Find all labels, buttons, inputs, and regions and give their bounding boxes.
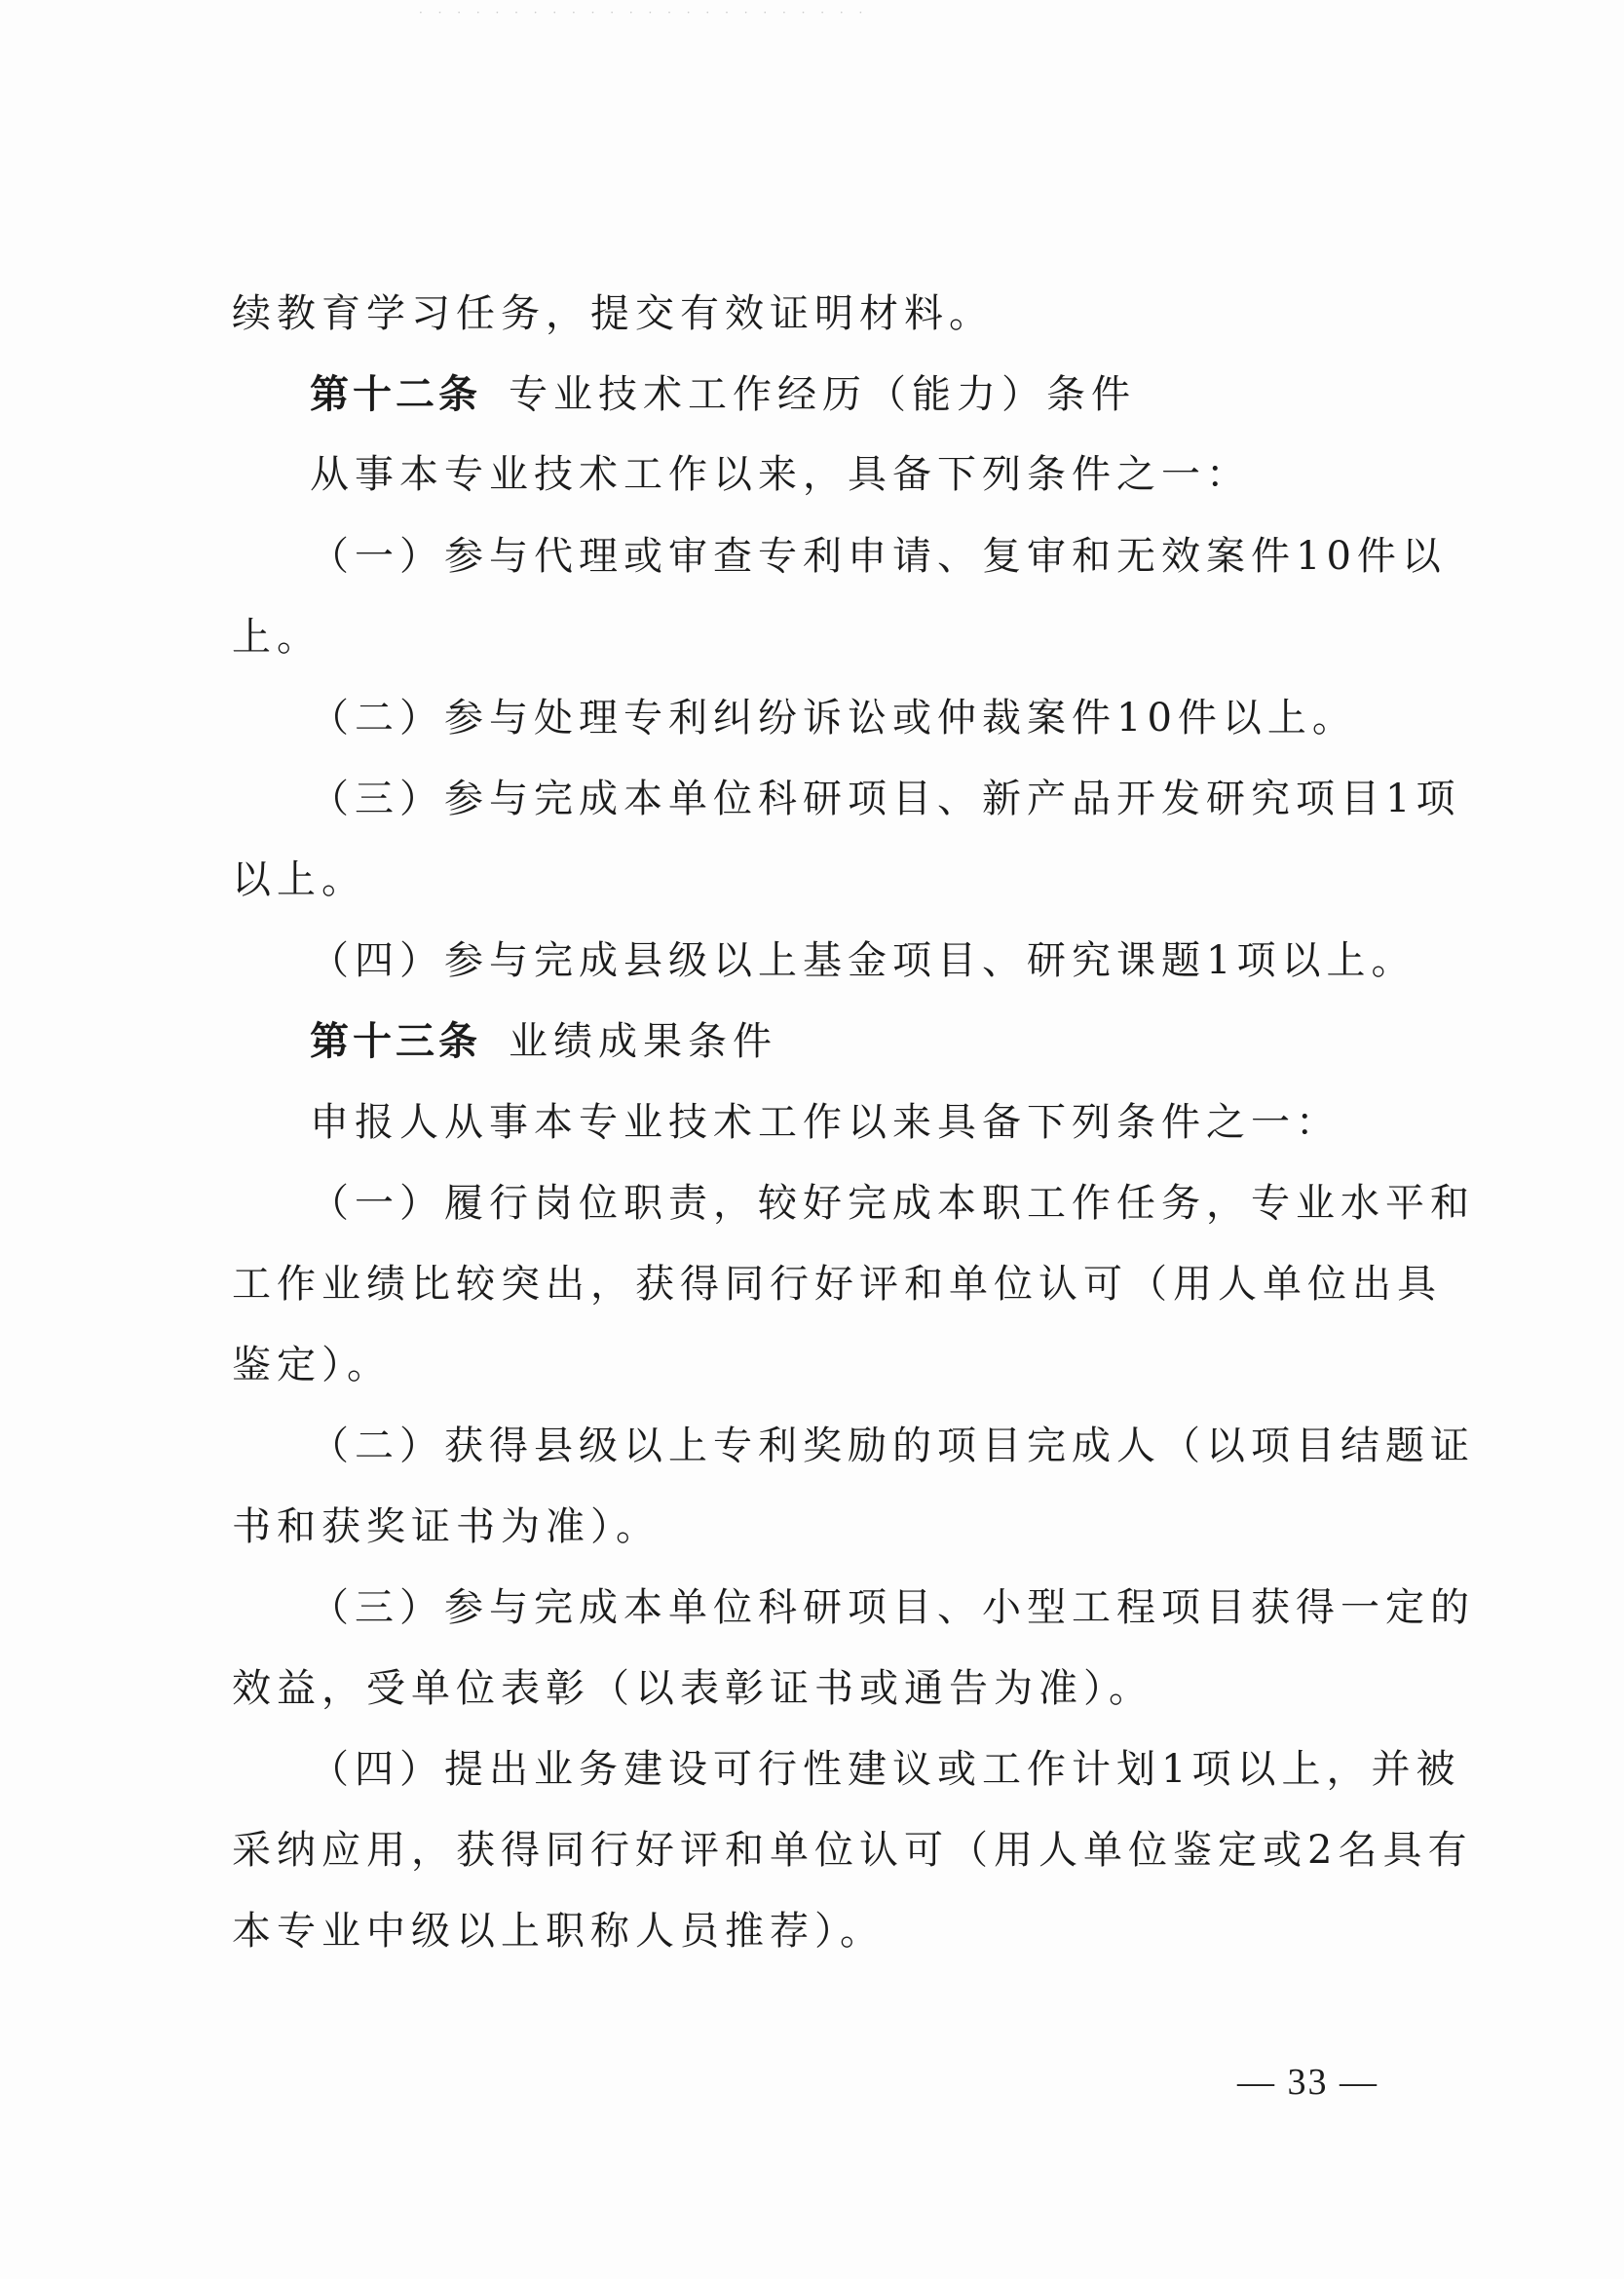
list-item: （四）提出业务建设可行性建议或工作计划1项以上，并被	[310, 1747, 1461, 1792]
article-title: 业绩成果条件	[509, 1019, 777, 1064]
text-line: 书和获奖证书为准）。	[232, 1504, 661, 1549]
text-line: 鉴定）。	[232, 1343, 392, 1387]
list-item: （一）参与代理或审查专利申请、复审和无效案件10件以	[310, 534, 1447, 579]
article-13-heading-line	[310, 1018, 777, 1065]
text-line: 续教育学习任务，提交有效证明材料。	[232, 291, 994, 336]
list-item: （一）履行岗位职责，较好完成本职工作任务，专业水平和	[310, 1181, 1475, 1226]
text-line: 从事本专业技术工作以来，具备下列条件之一：	[310, 452, 1251, 497]
article-number: 第十三条	[310, 1019, 481, 1064]
text-line: 申报人从事本专业技术工作以来具备下列条件之一：	[310, 1100, 1341, 1145]
text-line: 效益，受单位表彰（以表彰证书或通告为准）。	[232, 1666, 1153, 1711]
list-item: （三）参与完成本单位科研项目、新产品开发研究项目1项	[310, 777, 1461, 821]
text-line: 工作业绩比较突出，获得同行好评和单位认可（用人单位出具	[232, 1262, 1442, 1307]
page-number: — 33 —	[1237, 2062, 1379, 2103]
list-item: （二）获得县级以上专利奖励的项目完成人（以项目结题证	[310, 1424, 1475, 1468]
text-line: 上。	[232, 615, 321, 660]
text-line: 以上。	[232, 857, 366, 902]
list-item: （三）参与完成本单位科研项目、小型工程项目获得一定的	[310, 1585, 1475, 1630]
article-number: 第十二条	[310, 372, 481, 417]
text-line: 本专业中级以上职称人员推荐）。	[232, 1909, 885, 1954]
list-item: （四）参与完成县级以上基金项目、研究课题1项以上。	[310, 938, 1416, 983]
scan-artifact: · · · · · · · · · · · · · · · · · · · · · · · ·	[419, 6, 869, 19]
list-item: （二）参与处理专利纠纷诉讼或仲裁案件10件以上。	[310, 696, 1357, 741]
article-12-heading-line	[310, 371, 1136, 418]
article-title: 专业技术工作经历（能力）条件	[509, 372, 1136, 417]
text-line: 采纳应用，获得同行好评和单位认可（用人单位鉴定或2名具有	[232, 1828, 1473, 1873]
